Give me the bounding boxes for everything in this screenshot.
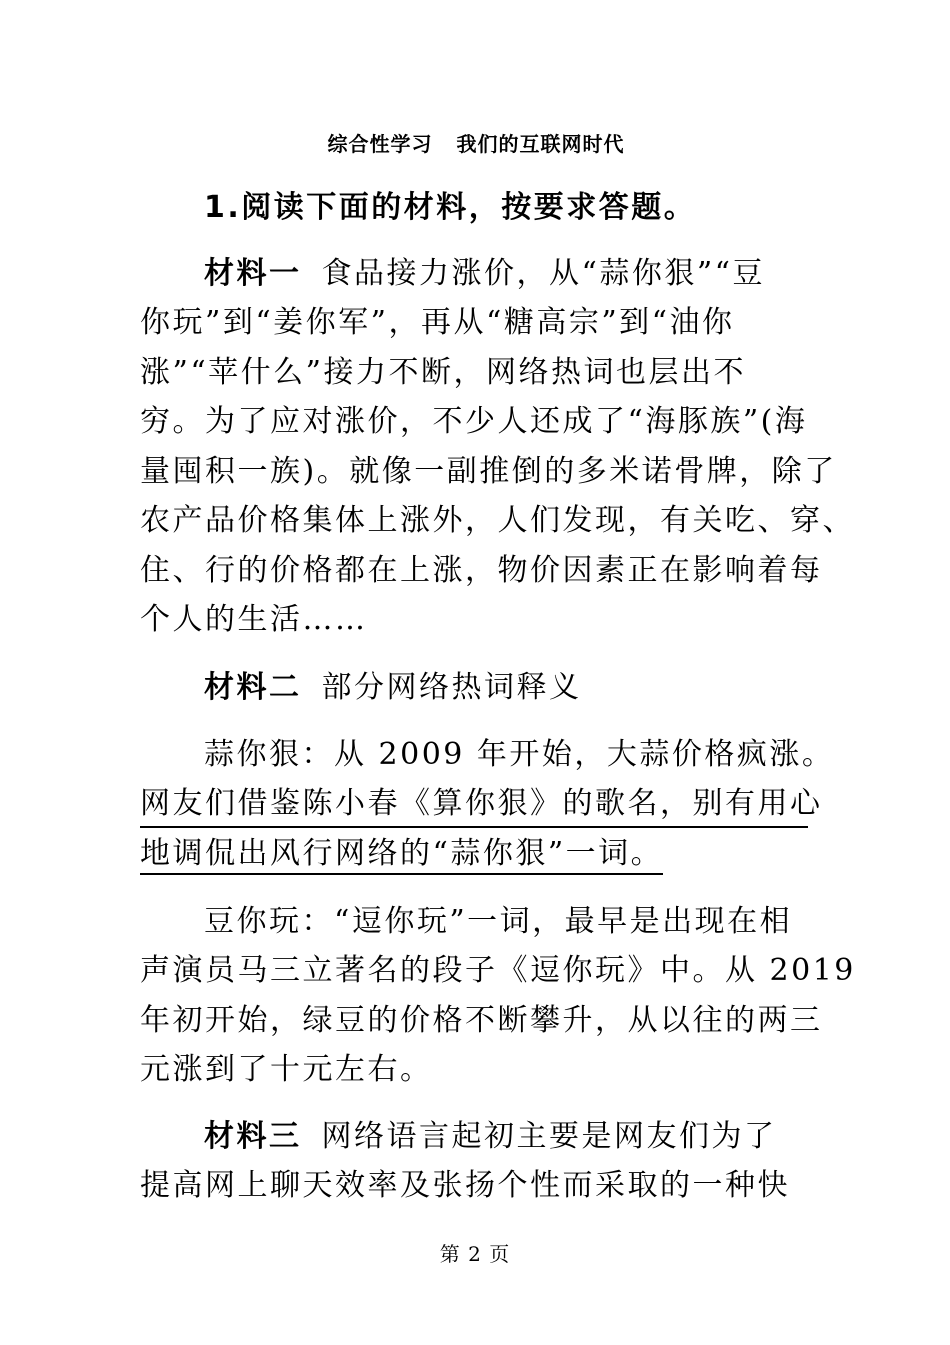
page-number: 第 2 页	[439, 1242, 511, 1266]
material1-label: 材料一	[204, 256, 302, 291]
material2-para2-line: 年初开始，绿豆的价格不断攀升，从以往的两三	[140, 1003, 823, 1038]
material2-para1-line: 网友们借鉴陈小春《算你狠》的歌名，别有用心	[140, 784, 812, 824]
material1-line: 住、行的价格都在上涨，物价因素正在影响着每	[140, 553, 823, 588]
material1-line: 农产品价格集体上涨外，人们发现，有关吃、穿、	[140, 503, 855, 538]
material1-line: 个人的生活……	[140, 602, 368, 637]
page-title	[140, 128, 812, 157]
material1-line: 涨”“苹什么”接力不断，网络热词也层出不	[140, 355, 747, 390]
material2-para1-line: 蒜你狠：从 2009 年开始，大蒜价格疯涨。	[204, 737, 835, 772]
material2-heading: 材料二 部分网络热词释义	[204, 670, 582, 705]
material3-line: 材料三 网络语言起初主要是网友们为了	[204, 1119, 777, 1154]
material2-label: 材料二	[204, 670, 302, 705]
document-page	[140, 0, 856, 1345]
title-right: 我们的互联网时代	[456, 132, 625, 156]
title-left: 综合性学习	[327, 132, 433, 156]
material3-line: 提高网上聊天效率及张扬个性而采取的一种快	[140, 1168, 790, 1203]
material2-para1-line: 地调侃出风行网络的“蒜你狠”一词。	[140, 834, 812, 874]
material1-line: 穷。为了应对涨价，不少人还成了“海豚族”(海	[140, 404, 808, 439]
material2-para2-line: 声演员马三立著名的段子《逗你玩》中。从 2019	[140, 953, 856, 988]
material3-label: 材料三	[204, 1119, 302, 1154]
question-prompt: 1.阅读下面的材料，按要求答题。	[204, 190, 697, 225]
material2-para2-line: 豆你玩：“逗你玩”一词，最早是出现在相	[204, 904, 793, 939]
material1-line: 量囤积一族)。就像一副推倒的多米诺骨牌，除了	[140, 454, 837, 489]
material1-line: 材料一 食品接力涨价，从“蒜你狠”“豆	[204, 256, 766, 291]
material2-para2-line: 元涨到了十元左右。	[140, 1052, 433, 1087]
material1-line: 你玩”到“姜你军”，再从“糖高宗”到“油你	[140, 305, 735, 340]
